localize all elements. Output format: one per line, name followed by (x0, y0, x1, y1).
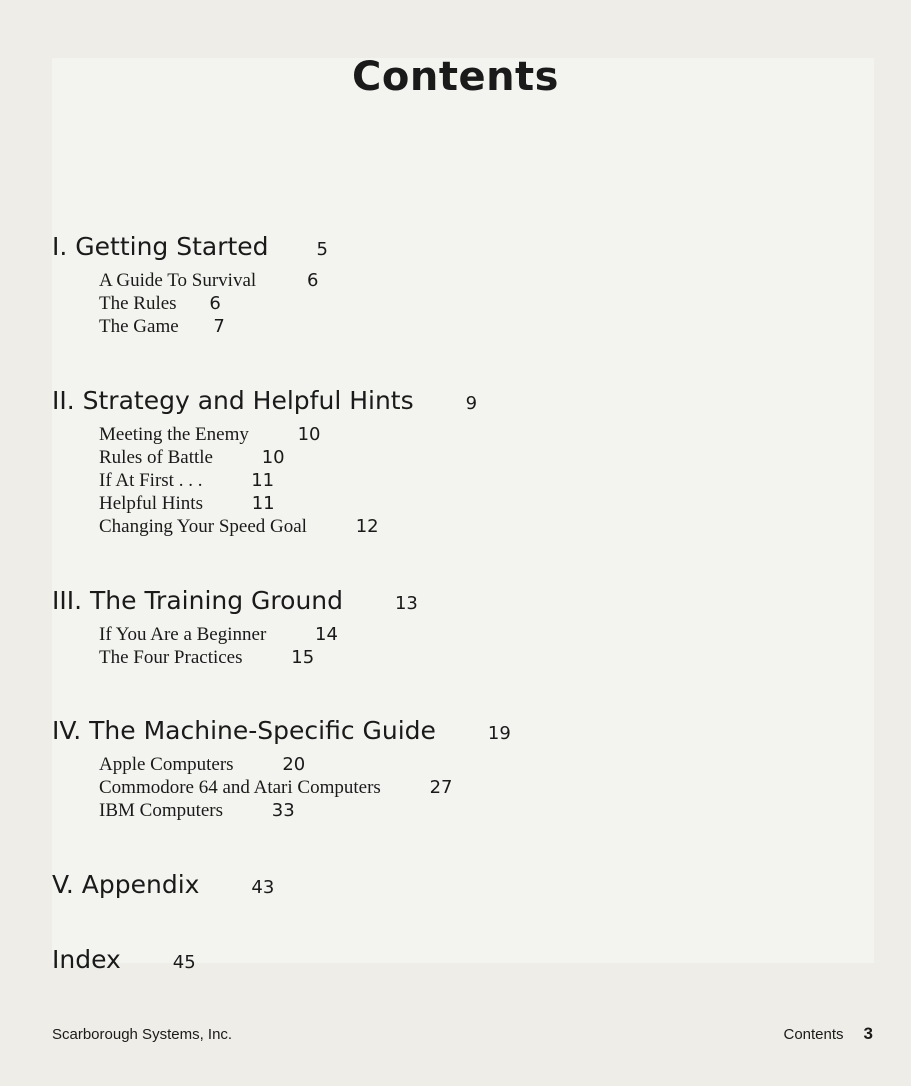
section-heading (52, 945, 196, 974)
toc-item-page: 11 (251, 493, 275, 514)
section-title: III. The Training Ground (52, 586, 344, 615)
toc-item-page: 10 (297, 424, 321, 445)
section-page: 13 (394, 593, 418, 614)
section-items (99, 623, 418, 669)
section-title: I. Getting Started (52, 232, 269, 261)
toc-item-label: If At First . . . (99, 470, 203, 491)
toc-section-1 (52, 232, 328, 338)
footer-page-info (783, 1024, 873, 1044)
toc-item-page: 6 (306, 270, 319, 291)
toc-item (99, 646, 418, 669)
toc-item-page: 15 (291, 647, 315, 668)
toc-item (99, 446, 477, 469)
toc-item (99, 492, 477, 515)
toc-item (99, 623, 418, 646)
toc-item-page: 33 (271, 800, 295, 821)
section-title: IV. The Machine-Specific Guide (52, 716, 436, 745)
section-page: 5 (316, 239, 328, 260)
toc-item-label: Apple Computers (99, 754, 234, 775)
toc-item-page: 11 (251, 470, 275, 491)
footer-publisher: Scarborough Systems, Inc. (52, 1026, 233, 1043)
toc-item (99, 423, 477, 446)
toc-section-4 (52, 716, 511, 822)
toc-item (99, 269, 328, 292)
page-title: Contents (352, 54, 559, 100)
section-page: 19 (487, 723, 511, 744)
section-title: II. Strategy and Helpful Hints (52, 386, 414, 415)
section-heading (52, 386, 477, 415)
toc-section-index (52, 945, 196, 974)
section-title: Index (52, 945, 121, 974)
toc-item-page: 12 (355, 516, 379, 537)
toc-section-2 (52, 386, 477, 538)
toc-section-3 (52, 586, 418, 669)
toc-item-label: If You Are a Beginner (99, 624, 267, 645)
footer-section-name: Contents (783, 1026, 844, 1043)
section-items (99, 423, 477, 538)
toc-item-label: Meeting the Enemy (99, 424, 249, 445)
section-items (99, 753, 511, 822)
toc-item-label: The Four Practices (99, 647, 243, 668)
section-heading (52, 586, 418, 615)
toc-item (99, 292, 328, 315)
toc-item-label: Helpful Hints (99, 493, 203, 514)
section-heading (52, 870, 274, 899)
section-page: 43 (251, 877, 275, 898)
toc-item (99, 469, 477, 492)
toc-item-page: 7 (213, 316, 225, 337)
section-heading (52, 232, 328, 261)
toc-item-page: 10 (261, 447, 285, 468)
section-page: 9 (465, 393, 478, 414)
toc-item (99, 515, 477, 538)
toc-item (99, 799, 511, 822)
toc-item-label: Commodore 64 and Atari Computers (99, 777, 381, 798)
toc-item-label: The Rules (99, 293, 177, 314)
toc-item-page: 6 (209, 293, 221, 314)
toc-item-page: 14 (315, 624, 338, 645)
toc-section-5 (52, 870, 274, 899)
toc-item (99, 776, 511, 799)
toc-item-page: 27 (429, 777, 453, 798)
toc-item-label: A Guide To Survival (99, 270, 257, 291)
toc-item-label: IBM Computers (99, 800, 224, 821)
toc-item-label: Changing Your Speed Goal (99, 516, 307, 537)
footer-page-number: 3 (863, 1024, 873, 1043)
section-title: V. Appendix (52, 870, 200, 899)
section-items (99, 269, 328, 338)
section-page: 45 (172, 952, 196, 973)
toc-item-label: Rules of Battle (99, 447, 213, 468)
section-heading (52, 716, 511, 745)
toc-item (99, 753, 511, 776)
toc-item (99, 315, 328, 338)
toc-item-page: 20 (282, 754, 306, 775)
toc-item-label: The Game (99, 316, 179, 337)
